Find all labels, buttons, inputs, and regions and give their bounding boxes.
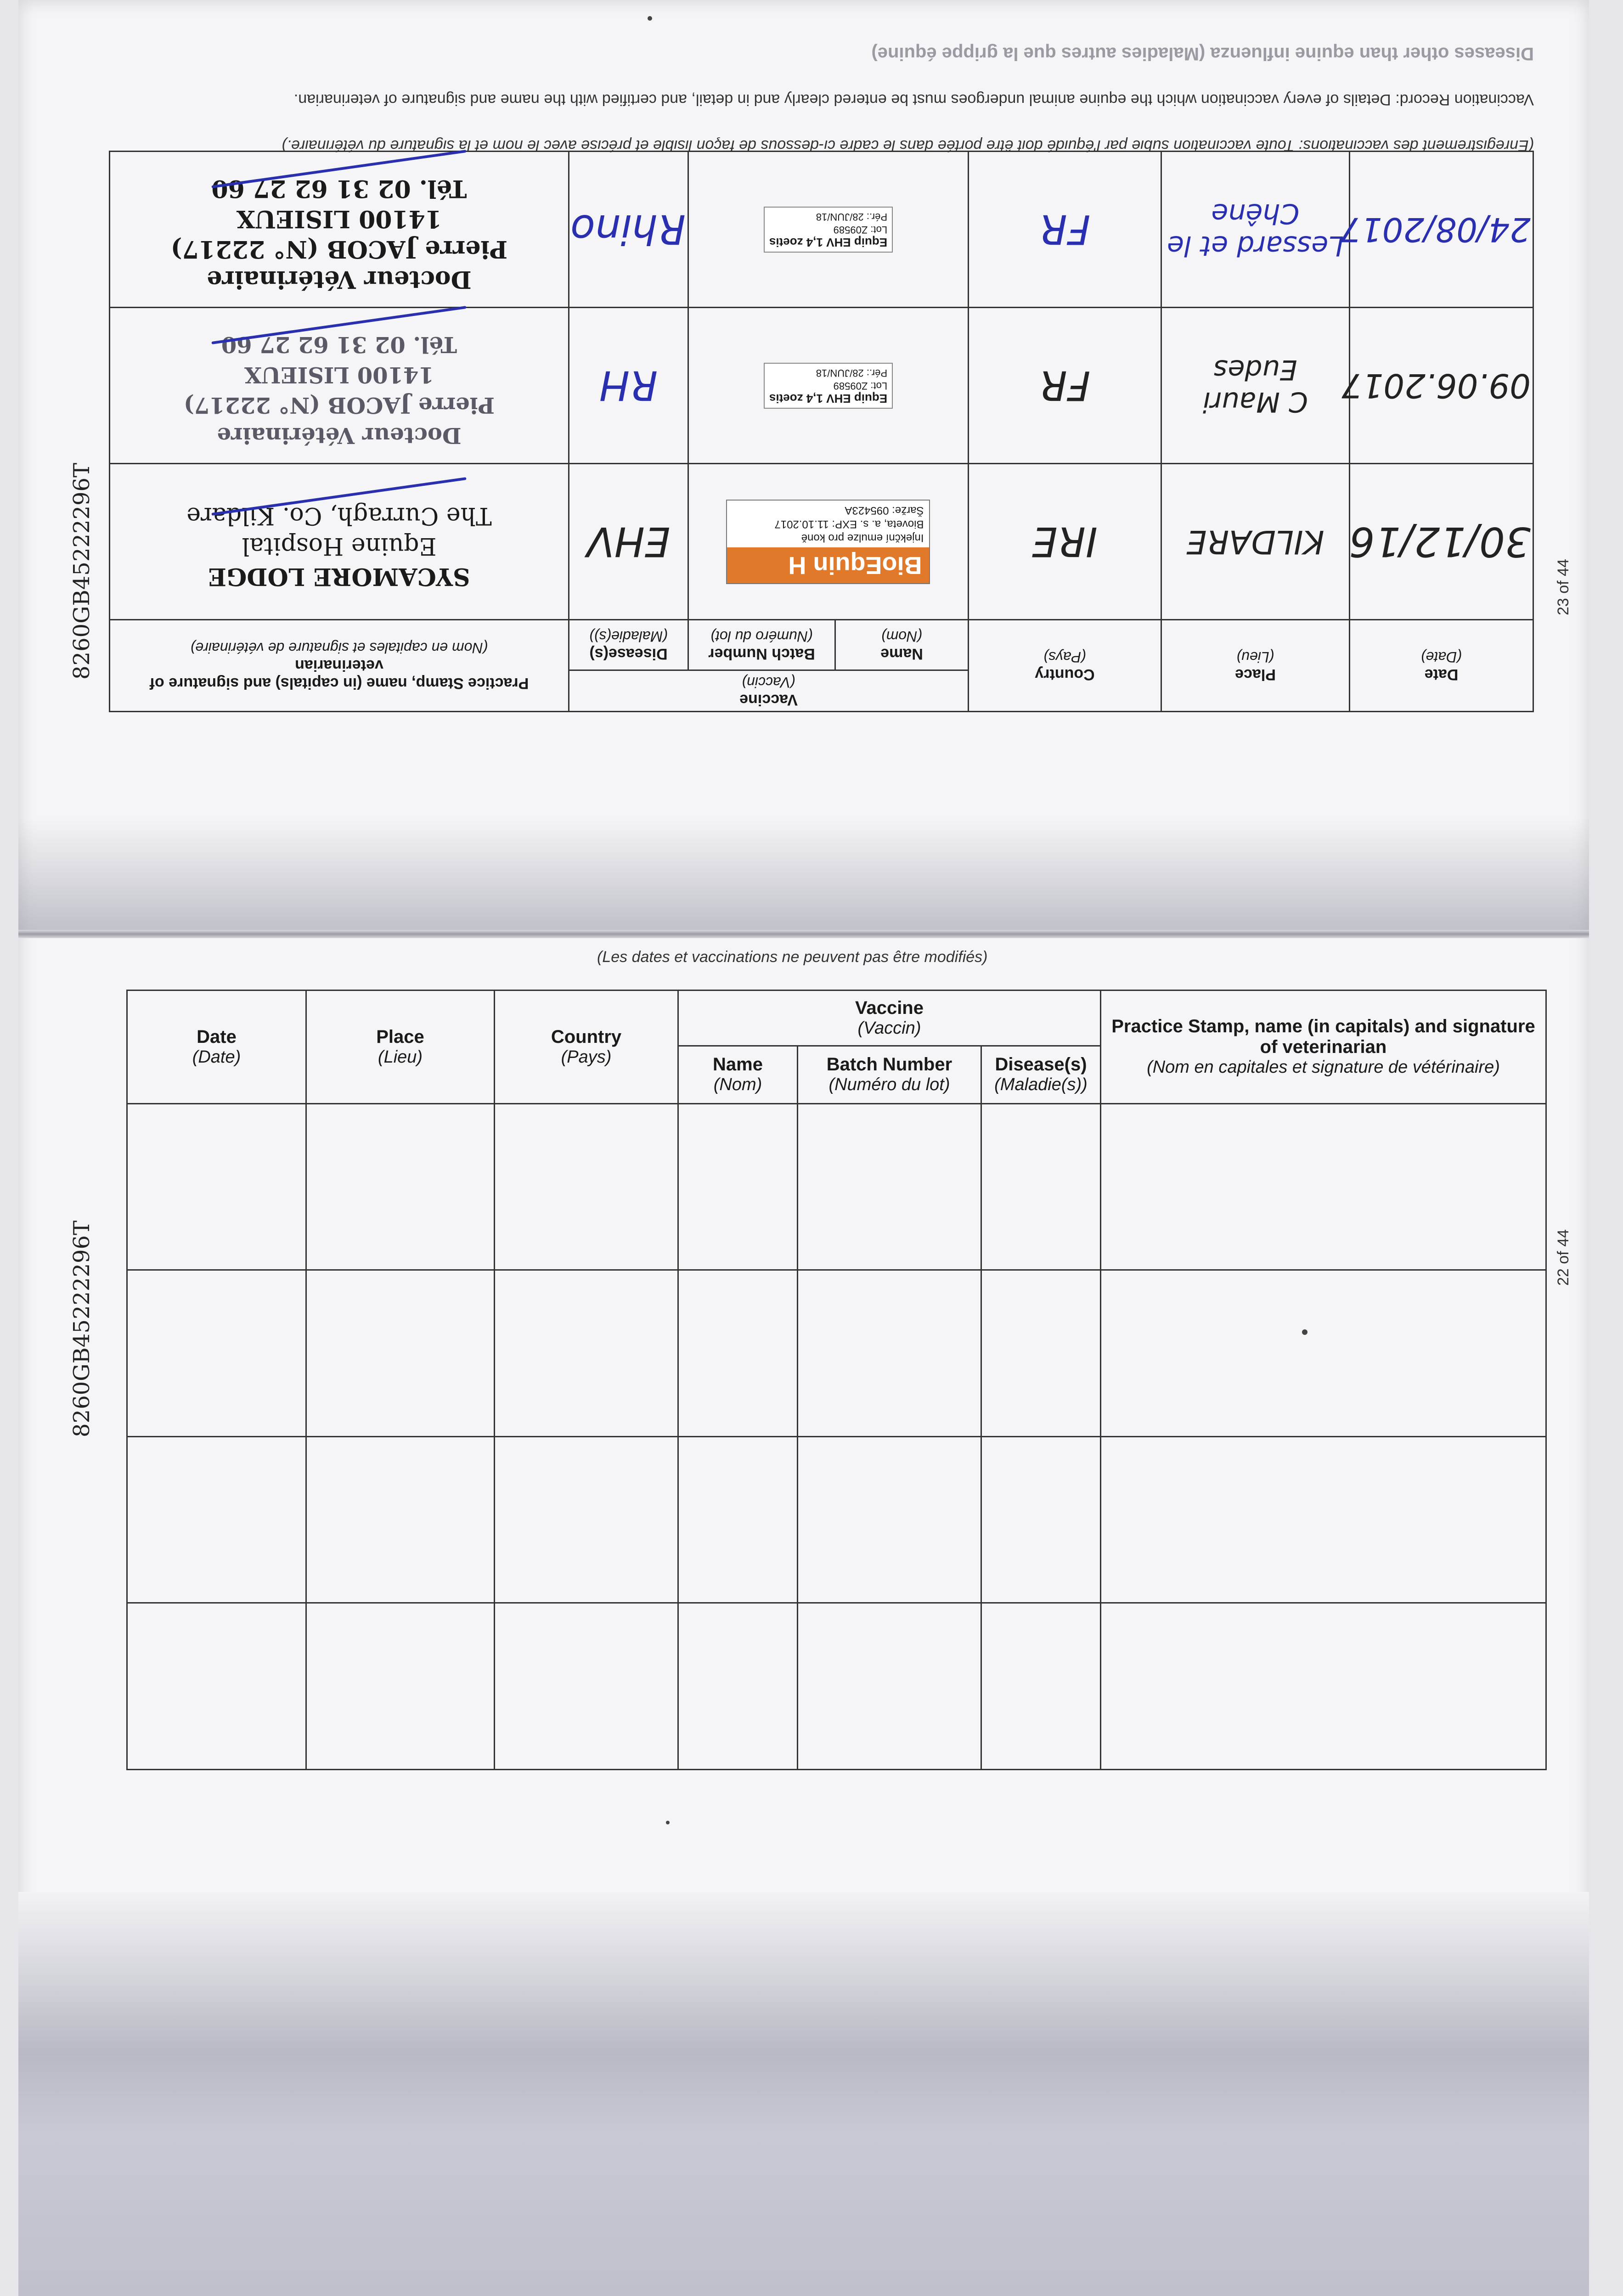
row-place: Lessard et le Chêne — [1161, 152, 1350, 308]
col-country: Country (Pays) — [495, 990, 678, 1104]
row-disease: EHV — [569, 464, 688, 620]
rotated-lower-region — [109, 712, 1533, 813]
vaccination-row — [109, 308, 1533, 464]
serial-number-upper: 8260GB45222296T — [69, 462, 95, 680]
col-stamp: Practice Stamp, name (in capitals) and signature of veterinarian (Nom en capitales et signature de vétérinaire) — [109, 620, 569, 712]
upper-page — [110, 0, 1534, 817]
vaccination-row — [109, 464, 1533, 620]
serial-number-lower: 8260GB45222296T — [69, 1220, 95, 1437]
label-line: Lot: Z09589 — [833, 380, 888, 392]
page-fold — [18, 930, 1589, 938]
label-line: Šarže: 095423A — [845, 504, 924, 517]
stamp-line: 14100 LISIEUX — [244, 362, 434, 388]
col-disease: Disease(s) (Maladie(s)) — [569, 620, 688, 670]
page-number-lower: 22 of 44 — [1555, 1229, 1572, 1286]
vet-stamp — [109, 464, 569, 620]
row-disease: Rhino — [569, 152, 688, 308]
label-line: Injekční emulze pro koně — [801, 532, 924, 544]
col-batch-number: Batch Number (Numéro du lot) — [798, 1046, 981, 1103]
lower-vaccination-table — [126, 990, 1547, 1770]
label-line: Pér.: 28/JUN/18 — [816, 367, 888, 379]
no-modification-note: (Les dates et vaccinations ne peuvent pas être modifiés) — [597, 948, 988, 966]
col-date: Date (Date) — [127, 990, 306, 1104]
col-vaccine-name: Name (Nom) — [678, 1046, 798, 1103]
col-batch-number: Batch Number (Numéro du lot) — [688, 620, 835, 670]
stamp-line: SYCAMORE LODGE — [208, 563, 470, 591]
upper-vaccination-table — [109, 151, 1534, 813]
vaccination-note-en: Vaccination Record: Details of every vaccination which the equine animal undergoes must be entered clearly and in detail, and certified with the name and signature of veterinarian. — [293, 91, 1534, 108]
col-date: Date (Date) — [1350, 620, 1533, 712]
col-vaccine: Vaccine (Vaccin) — [569, 670, 969, 712]
scan-speck — [1302, 1329, 1307, 1335]
stamp-line: Docteur Vétérinaire — [207, 265, 472, 293]
stamp-line: 14100 LISIEUX — [236, 205, 442, 233]
page-number-upper: 23 of 44 — [1555, 559, 1572, 615]
col-place: Place (Lieu) — [306, 990, 495, 1104]
row-country: FR — [969, 152, 1161, 308]
col-stamp: Practice Stamp, name (in capitals) and signature of veterinarian (Nom en capitales et signature de vétérinaire) — [1101, 990, 1546, 1104]
row-date: 09.06.2017 — [1350, 308, 1533, 464]
vaccine-label-sticker — [688, 152, 969, 308]
row-place: KILDARE — [1161, 464, 1350, 620]
stamp-line: Tél. 02 31 62 27 60 — [221, 332, 457, 357]
label-line: Bioveta, a. s. EXP: 11.10.2017 — [774, 518, 924, 530]
row-country: IRE — [969, 464, 1161, 620]
page-shadow — [18, 817, 1589, 930]
row-date: 24/08/2017 — [1350, 152, 1533, 308]
col-country: Country (Pays) — [969, 620, 1161, 712]
vet-stamp — [109, 308, 569, 464]
empty-row — [127, 1103, 1546, 1270]
stamp-line: Pierre JACOB (N° 22217) — [184, 392, 495, 418]
section-heading-faded: Diseases other than equine influenza (Maladies autres que la grippe équine) — [871, 44, 1534, 64]
bioequin-brand: BioEquin H — [727, 547, 930, 583]
stamp-line: Docteur Vétérinaire — [217, 422, 462, 448]
row-disease: RH — [569, 308, 688, 464]
col-vaccine-name: Name (Nom) — [835, 620, 969, 670]
row-date: 30/12/16 — [1350, 464, 1533, 620]
row-country: FR — [969, 308, 1161, 464]
col-place: Place (Lieu) — [1161, 620, 1350, 712]
stamp-line: Pierre JACOB (N° 22217) — [170, 235, 508, 263]
vaccination-note-fr: (Enregistrement des vaccinations: Toute vaccination subie par l'équidé doit être portée dans le cadre ci-dessous de façon lisible et précise avec le nom et la signature du vétérinaire.) — [282, 137, 1534, 154]
empty-row — [127, 1603, 1546, 1770]
scan-speck — [648, 16, 652, 21]
col-disease: Disease(s) (Maladie(s)) — [981, 1046, 1101, 1103]
stamp-line: Tél. 02 31 62 27 60 — [211, 174, 467, 203]
stamp-line: The Curragh, Co. Kildare — [186, 502, 492, 529]
scanner-shadow — [18, 1892, 1589, 2296]
empty-row — [127, 1436, 1546, 1603]
empty-row — [127, 1270, 1546, 1437]
vaccination-row — [109, 152, 1533, 308]
vaccine-label-sticker — [688, 464, 969, 620]
label-brand: Equip EHV 1,4 zoetis — [769, 392, 888, 405]
label-line: Pér.: 28/JUN/18 — [816, 211, 888, 223]
vet-stamp — [109, 152, 569, 308]
vaccine-label-sticker — [688, 308, 969, 464]
label-brand: Equip EHV 1,4 zoetis — [769, 236, 888, 249]
col-vaccine: Vaccine (Vaccin) — [678, 990, 1101, 1046]
row-place: C Mauri Eudes — [1161, 308, 1350, 464]
stamp-line: Equine Hospital — [242, 532, 437, 560]
scan-speck — [666, 1821, 670, 1824]
label-line: Lot: Z09589 — [833, 224, 888, 236]
